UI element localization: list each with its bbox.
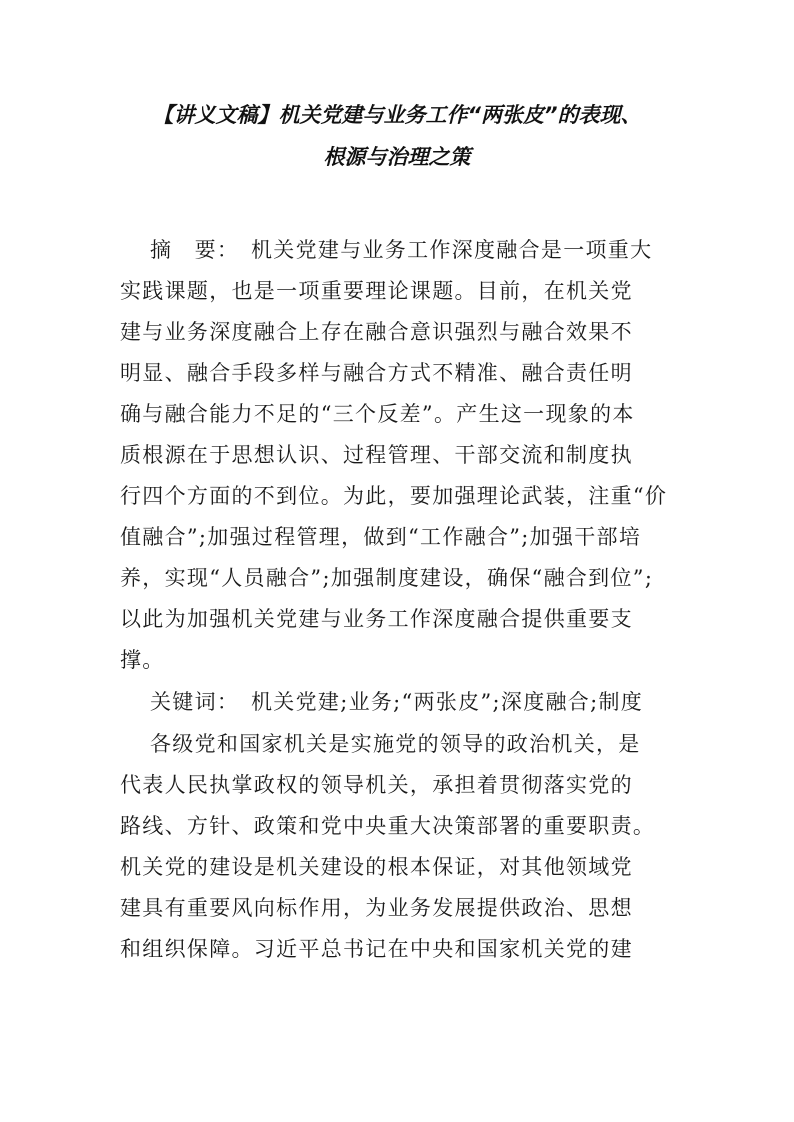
abstract-line: 确与融合能力不足的“三个反差”。产生这一现象的本 (120, 402, 635, 426)
abstract-line: 撑。 (120, 648, 165, 672)
body-line: 各级党和国家机关是实施党的领导的政治机关，是 (150, 732, 641, 756)
title-line-1: 【讲义文稿】机关党建与业务工作“两张皮”的表现、 (152, 103, 642, 127)
body-line: 代表人民执掌政权的领导机关，承担着贯彻落实党的 (120, 773, 633, 797)
title-line-2: 根源与治理之策 (323, 145, 471, 169)
abstract-paragraph (120, 230, 680, 681)
body-line: 和组织保障。习近平总书记在中央和国家机关党的建 (120, 937, 633, 961)
abstract-line: 行四个方面的不到位。为此，要加强理论武装，注重“价 (120, 484, 668, 508)
abstract-line: 质根源在于思想认识、过程管理、干部交流和制度执 (120, 443, 633, 467)
body-line: 机关党的建设是机关建设的根本保证，对其他领域党 (120, 855, 633, 879)
body-line: 路线、方针、政策和党中央重大决策部署的重要职责。 (120, 814, 656, 838)
abstract-line: 以此为加强机关党建与业务工作深度融合提供重要支 (120, 607, 633, 631)
keywords-line: 关键词： 机关党建;业务;“两张皮”;深度融合;制度 (150, 690, 644, 714)
body-line: 建具有重要风向标作用，为业务发展提供政治、思想 (120, 896, 633, 920)
abstract-line: 实践课题，也是一项重要理论课题。目前，在机关党 (120, 279, 633, 303)
document-title (100, 94, 694, 178)
abstract-line: 值融合”;加强过程管理，做到“工作融合”;加强干部培 (120, 525, 642, 549)
abstract-line: 养，实现“人员融合”;加强制度建设，确保“融合到位”; (120, 566, 654, 590)
body-paragraph (120, 724, 680, 970)
abstract-line: 明显、融合手段多样与融合方式不精准、融合责任明 (120, 361, 633, 385)
abstract-line: 建与业务深度融合上存在融合意识强烈与融合效果不 (120, 320, 633, 344)
document-body (120, 230, 680, 970)
abstract-line: 摘 要： 机关党建与业务工作深度融合是一项重大 (150, 238, 653, 262)
